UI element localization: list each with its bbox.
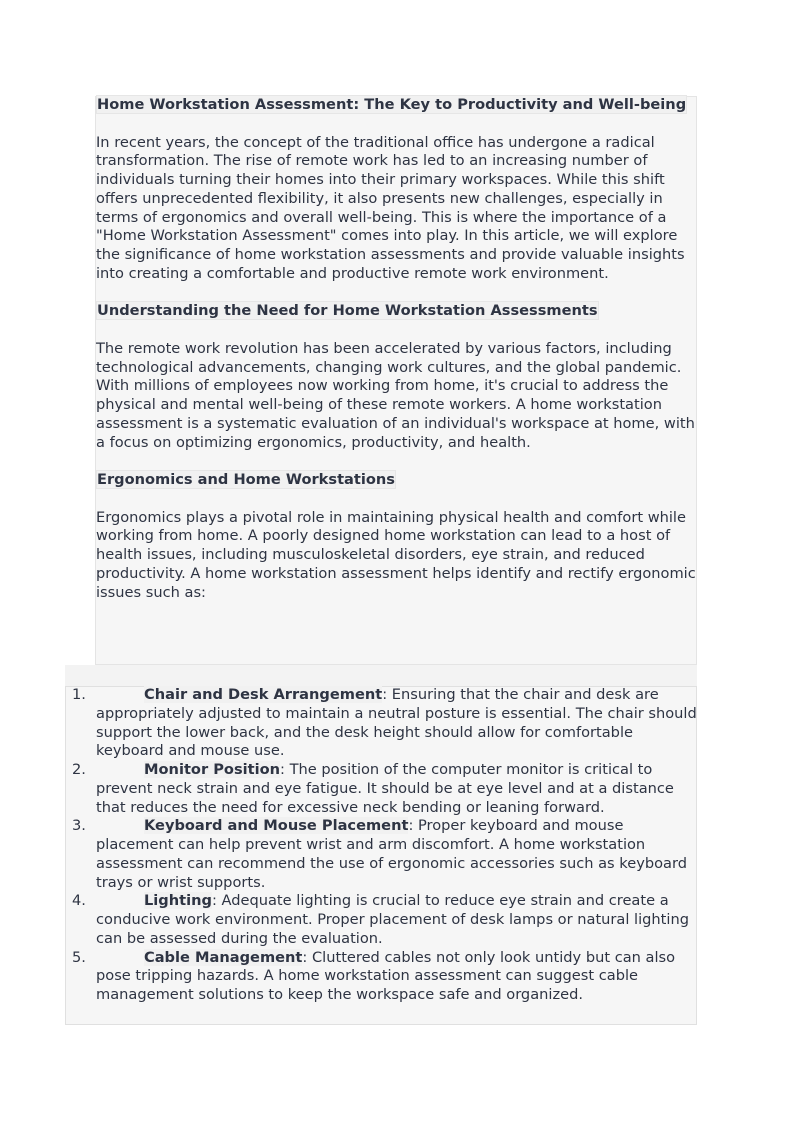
section-heading-text: Ergonomics and Home Workstations bbox=[97, 471, 395, 488]
list-item-text: : Ensuring that the chair and desk are appropriately adjusted to maintain a neutral posture is essential. The chair should support the lower back, and the desk height should allow for comfortable keyboard and mouse use. bbox=[96, 686, 697, 760]
spacer-band bbox=[65, 665, 697, 686]
ergonomic-issues-list bbox=[65, 686, 701, 1005]
list-item bbox=[65, 949, 701, 1005]
list-item bbox=[65, 761, 701, 817]
list-item-text: : Cluttered cables not only look untidy but can also pose tripping hazards. A home workstation assessment can suggest cable management solutions to keep the workspace safe and organized. bbox=[96, 948, 676, 1003]
list-item bbox=[65, 892, 701, 948]
list-item-label: Lighting bbox=[144, 892, 212, 910]
section-heading-text: Understanding the Need for Home Workstation Assessments bbox=[97, 302, 598, 320]
list-item-text: : The position of the computer monitor is critical to prevent neck strain and eye fatigue. It should be at eye level and at a distance that reduces the need for excessive neck bending or leaning forward. bbox=[96, 761, 674, 816]
list-item-label: Monitor Position bbox=[144, 761, 281, 778]
list-item bbox=[65, 817, 701, 892]
article-body bbox=[96, 96, 700, 602]
list-number: 4. bbox=[72, 892, 86, 910]
list-item-text: : Proper keyboard and mouse placement can help prevent wrist and arm discomfort. A home workstation assessment can recommend the use of ergonomic accessories such as keyboard trays or wrist supports. bbox=[96, 817, 687, 891]
list-item-text: : Adequate lighting is crucial to reduce eye strain and create a conducive work environment. Proper placement of desk lamps or natural lighting can be assessed during the evaluation. bbox=[96, 892, 689, 947]
list-number: 5. bbox=[72, 948, 86, 966]
intro-paragraph: In recent years, the concept of the traditional office has undergone a radical transformation. The rise of remote work has led to an increasing number of individuals turning their homes into their primary workspaces. While this shift offers unprecedented flexibility, it also presents new challenges, especially in terms of ergonomics and overall well-being. This is where the importance of a "Home Workstation Assessment" comes into play. In this article, we will explore the significance of home workstation assessments and provide valuable insights into creating a comfortable and productive remote work environment. bbox=[96, 133, 685, 282]
list-item-label: Chair and Desk Arrangement bbox=[144, 686, 383, 703]
list-item bbox=[65, 686, 701, 761]
list-item-label: Cable Management bbox=[144, 948, 303, 966]
list-number: 3. bbox=[72, 817, 86, 835]
page-title-text: Home Workstation Assessment: The Key to Productivity and Well-being bbox=[97, 96, 687, 113]
list-item-label: Keyboard and Mouse Placement bbox=[144, 817, 409, 835]
section-heading-ergonomics bbox=[96, 471, 700, 490]
list-number: 1. bbox=[72, 686, 86, 703]
section-paragraph-need: The remote work revolution has been accelerated by various factors, including technological advancements, changing work cultures, and the global pandemic. With millions of employees now working from home, it's crucial to address the physical and mental well-being of these remote workers. A home workstation assessment is a systematic evaluation of an individual's workspace at home, with a focus on optimizing ergonomics, productivity, and health. bbox=[96, 339, 695, 451]
list-number: 2. bbox=[72, 761, 86, 778]
section-heading-need bbox=[96, 302, 700, 321]
page-title bbox=[96, 96, 700, 115]
section-paragraph-ergonomics: Ergonomics plays a pivotal role in maintaining physical health and comfort while working from home. A poorly designed home workstation can lead to a host of health issues, including musculoskeletal disorders, eye strain, and reduced productivity. A home workstation assessment helps identify and rectify ergonomic issues such as: bbox=[96, 508, 696, 601]
